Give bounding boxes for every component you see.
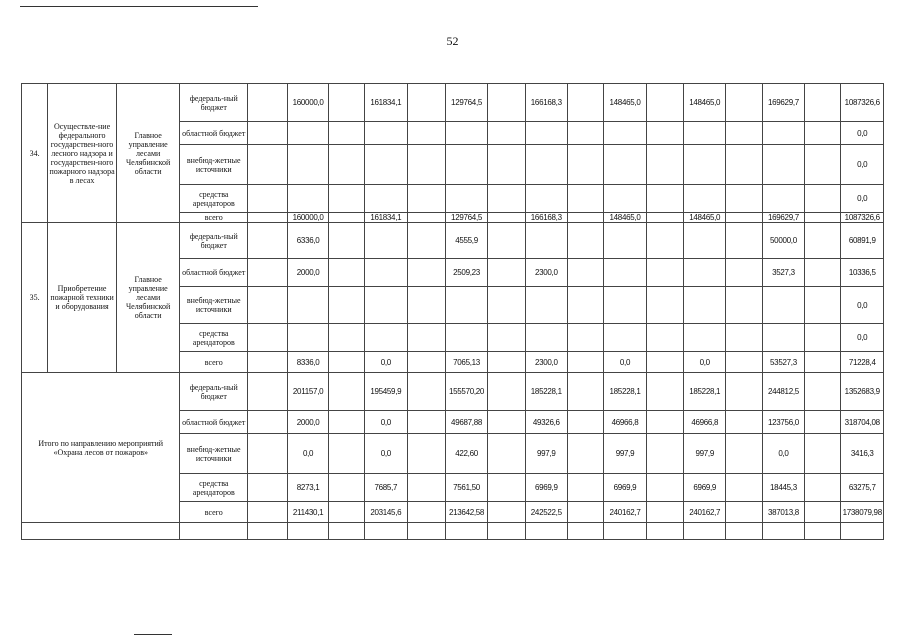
- spacer-cell: [567, 502, 603, 523]
- value-cell-tenants-7: [762, 185, 804, 213]
- spacer-cell: [248, 474, 288, 502]
- funding-source-total: всего: [180, 502, 248, 523]
- spacer-cell: [407, 434, 445, 474]
- spacer-cell: [328, 213, 364, 223]
- spacer-cell: [407, 411, 445, 434]
- value-cell-extrabudget-5: [604, 287, 646, 324]
- spacer-cell: [726, 213, 762, 223]
- value-cell-federal-3: 155570,20: [445, 373, 487, 411]
- measure-description: Осуществле-ние федерального государствен-ного лесного надзора и государствен-ного пожарного надзора в лесах: [48, 84, 117, 223]
- value-cell-total-6: 240162,7: [684, 502, 726, 523]
- funding-source-tenants: средства арендаторов: [180, 474, 248, 502]
- spacer-cell: [805, 324, 841, 352]
- value-cell-extrabudget-4: 997,9: [525, 434, 567, 474]
- spacer-cell: [567, 352, 603, 373]
- value-cell-total-1: 160000,0: [288, 213, 328, 223]
- spacer-cell: [488, 213, 525, 223]
- value-cell-federal-8: 60891,9: [841, 223, 884, 259]
- spacer-cell: [646, 411, 683, 434]
- value-cell-extrabudget-8: 0,0: [841, 287, 884, 324]
- spacer-cell: [646, 373, 683, 411]
- spacer-cell: [488, 259, 525, 287]
- spacer-cell: [805, 287, 841, 324]
- spacer-cell: [646, 287, 683, 324]
- spacer-cell: [328, 122, 364, 145]
- spacer-cell: [805, 213, 841, 223]
- value-cell-federal-6: 185228,1: [684, 373, 726, 411]
- spacer-cell: [646, 145, 683, 185]
- spacer-cell: [567, 287, 603, 324]
- value-cell-tenants-2: [365, 324, 407, 352]
- spacer-cell: [805, 185, 841, 213]
- spacer-cell: [248, 213, 288, 223]
- value-cell-regional-2: [365, 259, 407, 287]
- empty-cell: [726, 523, 762, 540]
- value-cell-federal-1: 6336,0: [288, 223, 328, 259]
- spacer-cell: [407, 185, 445, 213]
- spacer-cell: [726, 411, 762, 434]
- spacer-cell: [646, 223, 683, 259]
- value-cell-federal-8: 1087326,6: [841, 84, 884, 122]
- value-cell-federal-6: [684, 223, 726, 259]
- value-cell-regional-3: 2509,23: [445, 259, 487, 287]
- value-cell-federal-3: 4555,9: [445, 223, 487, 259]
- spacer-cell: [407, 474, 445, 502]
- value-cell-total-8: 1738079,98: [841, 502, 884, 523]
- spacer-cell: [567, 213, 603, 223]
- funding-source-tenants: средства арендаторов: [180, 185, 248, 213]
- value-cell-regional-3: 49687,88: [445, 411, 487, 434]
- funding-source-tenants: средства арендаторов: [180, 324, 248, 352]
- value-cell-extrabudget-4: [525, 145, 567, 185]
- spacer-cell: [567, 324, 603, 352]
- value-cell-extrabudget-8: 3416,3: [841, 434, 884, 474]
- empty-cell: [288, 523, 328, 540]
- value-cell-total-6: 148465,0: [684, 213, 726, 223]
- spacer-cell: [488, 122, 525, 145]
- value-cell-extrabudget-3: [445, 287, 487, 324]
- spacer-cell: [726, 324, 762, 352]
- funding-source-extrabudget: внебюд-жетные источники: [180, 287, 248, 324]
- empty-cell: [407, 523, 445, 540]
- value-cell-tenants-8: 0,0: [841, 185, 884, 213]
- spacer-cell: [567, 474, 603, 502]
- value-cell-regional-6: [684, 122, 726, 145]
- spacer-cell: [646, 474, 683, 502]
- value-cell-tenants-4: [525, 185, 567, 213]
- funding-source-regional: областной бюджет: [180, 259, 248, 287]
- value-cell-regional-1: 2000,0: [288, 411, 328, 434]
- value-cell-regional-3: [445, 122, 487, 145]
- row-number: 34.: [22, 84, 48, 223]
- value-cell-regional-1: [288, 122, 328, 145]
- value-cell-extrabudget-6: [684, 145, 726, 185]
- spacer-cell: [407, 223, 445, 259]
- spacer-cell: [726, 352, 762, 373]
- value-cell-tenants-2: [365, 185, 407, 213]
- responsible-org: Главное управление лесами Челябинской области: [116, 84, 180, 223]
- spacer-cell: [248, 502, 288, 523]
- value-cell-tenants-7: [762, 324, 804, 352]
- value-cell-federal-2: 195459,9: [365, 373, 407, 411]
- value-cell-total-4: 166168,3: [525, 213, 567, 223]
- value-cell-extrabudget-2: [365, 145, 407, 185]
- spacer-cell: [407, 352, 445, 373]
- spacer-cell: [407, 502, 445, 523]
- funding-source-regional: областной бюджет: [180, 411, 248, 434]
- value-cell-tenants-1: [288, 185, 328, 213]
- value-cell-total-5: 148465,0: [604, 213, 646, 223]
- spacer-cell: [488, 502, 525, 523]
- funding-source-regional: областной бюджет: [180, 122, 248, 145]
- spacer-cell: [805, 259, 841, 287]
- value-cell-tenants-4: 6969,9: [525, 474, 567, 502]
- spacer-cell: [407, 84, 445, 122]
- value-cell-tenants-1: 8273,1: [288, 474, 328, 502]
- spacer-cell: [248, 411, 288, 434]
- value-cell-regional-1: 2000,0: [288, 259, 328, 287]
- spacer-cell: [726, 502, 762, 523]
- value-cell-tenants-3: [445, 324, 487, 352]
- spacer-cell: [328, 259, 364, 287]
- spacer-cell: [407, 122, 445, 145]
- spacer-cell: [488, 434, 525, 474]
- measure-description: Приобретение пожарной техники и оборудования: [48, 223, 117, 373]
- value-cell-total-3: 213642,58: [445, 502, 487, 523]
- value-cell-federal-6: 148465,0: [684, 84, 726, 122]
- funding-source-federal: федераль-ный бюджет: [180, 223, 248, 259]
- spacer-cell: [328, 84, 364, 122]
- value-cell-tenants-6: 6969,9: [684, 474, 726, 502]
- spacer-cell: [328, 185, 364, 213]
- spacer-cell: [248, 185, 288, 213]
- value-cell-federal-4: 185228,1: [525, 373, 567, 411]
- value-cell-regional-4: 2300,0: [525, 259, 567, 287]
- spacer-cell: [646, 84, 683, 122]
- spacer-cell: [726, 474, 762, 502]
- spacer-cell: [407, 259, 445, 287]
- value-cell-total-2: 161834,1: [365, 213, 407, 223]
- value-cell-federal-3: 129764,5: [445, 84, 487, 122]
- spacer-cell: [726, 145, 762, 185]
- spacer-cell: [248, 259, 288, 287]
- value-cell-total-7: 387013,8: [762, 502, 804, 523]
- value-cell-federal-2: 161834,1: [365, 84, 407, 122]
- value-cell-regional-7: 3527,3: [762, 259, 804, 287]
- spacer-cell: [646, 259, 683, 287]
- spacer-cell: [726, 185, 762, 213]
- value-cell-regional-8: 318704,08: [841, 411, 884, 434]
- value-cell-extrabudget-3: 422,60: [445, 434, 487, 474]
- spacer-cell: [248, 145, 288, 185]
- spacer-cell: [248, 324, 288, 352]
- empty-cell: [567, 523, 603, 540]
- funding-source-total: всего: [180, 213, 248, 223]
- spacer-cell: [805, 502, 841, 523]
- top-rule: [20, 6, 258, 7]
- value-cell-federal-8: 1352683,9: [841, 373, 884, 411]
- spacer-cell: [567, 411, 603, 434]
- value-cell-federal-2: [365, 223, 407, 259]
- value-cell-regional-5: 46966,8: [604, 411, 646, 434]
- empty-cell: [180, 523, 248, 540]
- spacer-cell: [805, 84, 841, 122]
- value-cell-tenants-2: 7685,7: [365, 474, 407, 502]
- value-cell-total-7: 169629,7: [762, 213, 804, 223]
- spacer-cell: [488, 411, 525, 434]
- spacer-cell: [488, 287, 525, 324]
- empty-cell: [365, 523, 407, 540]
- value-cell-extrabudget-7: [762, 145, 804, 185]
- value-cell-total-3: 7065,13: [445, 352, 487, 373]
- spacer-cell: [407, 373, 445, 411]
- spacer-cell: [567, 223, 603, 259]
- spacer-cell: [328, 287, 364, 324]
- empty-cell: [646, 523, 683, 540]
- value-cell-total-6: 0,0: [684, 352, 726, 373]
- value-cell-tenants-5: [604, 185, 646, 213]
- spacer-cell: [567, 122, 603, 145]
- spacer-cell: [805, 411, 841, 434]
- funding-source-federal: федераль-ный бюджет: [180, 84, 248, 122]
- spacer-cell: [726, 223, 762, 259]
- value-cell-total-8: 71228,4: [841, 352, 884, 373]
- value-cell-total-1: 8336,0: [288, 352, 328, 373]
- spacer-cell: [328, 352, 364, 373]
- value-cell-extrabudget-2: [365, 287, 407, 324]
- value-cell-tenants-6: [684, 324, 726, 352]
- spacer-cell: [567, 145, 603, 185]
- value-cell-extrabudget-1: [288, 145, 328, 185]
- empty-cell: [248, 523, 288, 540]
- value-cell-tenants-8: 63275,7: [841, 474, 884, 502]
- spacer-cell: [646, 324, 683, 352]
- spacer-cell: [407, 287, 445, 324]
- spacer-cell: [488, 145, 525, 185]
- value-cell-total-8: 1087326,6: [841, 213, 884, 223]
- spacer-cell: [646, 122, 683, 145]
- value-cell-federal-7: 244812,5: [762, 373, 804, 411]
- spacer-cell: [805, 223, 841, 259]
- value-cell-federal-1: 201157,0: [288, 373, 328, 411]
- spacer-cell: [726, 84, 762, 122]
- spacer-cell: [488, 352, 525, 373]
- value-cell-tenants-6: [684, 185, 726, 213]
- value-cell-extrabudget-2: 0,0: [365, 434, 407, 474]
- value-cell-total-4: 2300,0: [525, 352, 567, 373]
- spacer-cell: [567, 373, 603, 411]
- spacer-cell: [567, 259, 603, 287]
- value-cell-extrabudget-5: 997,9: [604, 434, 646, 474]
- value-cell-federal-5: 148465,0: [604, 84, 646, 122]
- spacer-cell: [805, 434, 841, 474]
- spacer-cell: [248, 223, 288, 259]
- value-cell-regional-4: [525, 122, 567, 145]
- value-cell-total-2: 0,0: [365, 352, 407, 373]
- budget-table: [21, 83, 884, 540]
- spacer-cell: [805, 373, 841, 411]
- value-cell-regional-6: 46966,8: [684, 411, 726, 434]
- spacer-cell: [248, 84, 288, 122]
- value-cell-extrabudget-7: [762, 287, 804, 324]
- value-cell-extrabudget-4: [525, 287, 567, 324]
- spacer-cell: [726, 434, 762, 474]
- funding-source-federal: федераль-ный бюджет: [180, 373, 248, 411]
- spacer-cell: [805, 122, 841, 145]
- empty-cell: [22, 523, 180, 540]
- value-cell-regional-7: [762, 122, 804, 145]
- spacer-cell: [488, 324, 525, 352]
- spacer-cell: [328, 373, 364, 411]
- summary-row: [22, 373, 884, 411]
- funding-source-extrabudget: внебюд-жетные источники: [180, 434, 248, 474]
- spacer-cell: [805, 145, 841, 185]
- value-cell-tenants-5: 6969,9: [604, 474, 646, 502]
- value-cell-total-5: 240162,7: [604, 502, 646, 523]
- empty-cell: [841, 523, 884, 540]
- spacer-cell: [248, 373, 288, 411]
- empty-cell: [488, 523, 525, 540]
- row-number: 35.: [22, 223, 48, 373]
- empty-cell: [684, 523, 726, 540]
- value-cell-regional-2: [365, 122, 407, 145]
- empty-cell: [328, 523, 364, 540]
- spacer-cell: [488, 223, 525, 259]
- spacer-cell: [407, 213, 445, 223]
- value-cell-extrabudget-1: [288, 287, 328, 324]
- value-cell-tenants-4: [525, 324, 567, 352]
- spacer-cell: [488, 373, 525, 411]
- value-cell-tenants-3: 7561,50: [445, 474, 487, 502]
- value-cell-extrabudget-6: [684, 287, 726, 324]
- value-cell-federal-1: 160000,0: [288, 84, 328, 122]
- spacer-cell: [646, 352, 683, 373]
- spacer-cell: [646, 213, 683, 223]
- value-cell-regional-5: [604, 122, 646, 145]
- page-number: 52: [446, 34, 459, 48]
- table-body: [22, 84, 884, 540]
- value-cell-extrabudget-3: [445, 145, 487, 185]
- value-cell-tenants-7: 18445,3: [762, 474, 804, 502]
- value-cell-regional-5: [604, 259, 646, 287]
- value-cell-extrabudget-7: 0,0: [762, 434, 804, 474]
- spacer-cell: [805, 474, 841, 502]
- value-cell-regional-8: 0,0: [841, 122, 884, 145]
- spacer-cell: [407, 324, 445, 352]
- responsible-org: Главное управление лесами Челябинской области: [116, 223, 180, 373]
- spacer-cell: [567, 434, 603, 474]
- value-cell-total-1: 211430,1: [288, 502, 328, 523]
- value-cell-total-4: 242522,5: [525, 502, 567, 523]
- spacer-cell: [726, 287, 762, 324]
- empty-cell: [604, 523, 646, 540]
- spacer-cell: [726, 122, 762, 145]
- spacer-cell: [726, 259, 762, 287]
- spacer-cell: [488, 474, 525, 502]
- spacer-cell: [646, 185, 683, 213]
- value-cell-federal-5: 185228,1: [604, 373, 646, 411]
- value-cell-federal-7: 169629,7: [762, 84, 804, 122]
- value-cell-tenants-5: [604, 324, 646, 352]
- spacer-cell: [567, 84, 603, 122]
- funding-source-total: всего: [180, 352, 248, 373]
- spacer-cell: [805, 352, 841, 373]
- value-cell-extrabudget-1: 0,0: [288, 434, 328, 474]
- value-cell-regional-4: 49326,6: [525, 411, 567, 434]
- spacer-cell: [726, 373, 762, 411]
- spacer-cell: [488, 84, 525, 122]
- spacer-cell: [248, 434, 288, 474]
- empty-row: [22, 523, 884, 540]
- table-row: [22, 84, 884, 122]
- spacer-cell: [328, 434, 364, 474]
- value-cell-federal-4: 166168,3: [525, 84, 567, 122]
- spacer-cell: [407, 145, 445, 185]
- bottom-rule: [134, 634, 172, 635]
- funding-source-extrabudget: внебюд-жетные источники: [180, 145, 248, 185]
- empty-cell: [525, 523, 567, 540]
- value-cell-federal-4: [525, 223, 567, 259]
- value-cell-extrabudget-8: 0,0: [841, 145, 884, 185]
- spacer-cell: [646, 502, 683, 523]
- spacer-cell: [328, 223, 364, 259]
- value-cell-total-5: 0,0: [604, 352, 646, 373]
- value-cell-tenants-3: [445, 185, 487, 213]
- spacer-cell: [328, 145, 364, 185]
- empty-cell: [762, 523, 804, 540]
- spacer-cell: [567, 185, 603, 213]
- value-cell-tenants-8: 0,0: [841, 324, 884, 352]
- spacer-cell: [328, 411, 364, 434]
- value-cell-total-7: 53527,3: [762, 352, 804, 373]
- value-cell-federal-7: 50000,0: [762, 223, 804, 259]
- spacer-cell: [248, 287, 288, 324]
- spacer-cell: [248, 352, 288, 373]
- value-cell-tenants-1: [288, 324, 328, 352]
- value-cell-regional-8: 10336,5: [841, 259, 884, 287]
- value-cell-extrabudget-6: 997,9: [684, 434, 726, 474]
- value-cell-regional-7: 123756,0: [762, 411, 804, 434]
- spacer-cell: [488, 185, 525, 213]
- value-cell-federal-5: [604, 223, 646, 259]
- value-cell-regional-6: [684, 259, 726, 287]
- spacer-cell: [328, 502, 364, 523]
- spacer-cell: [328, 324, 364, 352]
- summary-label: Итого по направлению мероприятий «Охрана лесов от пожаров»: [22, 373, 180, 523]
- spacer-cell: [248, 122, 288, 145]
- value-cell-total-2: 203145,6: [365, 502, 407, 523]
- spacer-cell: [646, 434, 683, 474]
- spacer-cell: [328, 474, 364, 502]
- value-cell-total-3: 129764,5: [445, 213, 487, 223]
- value-cell-regional-2: 0,0: [365, 411, 407, 434]
- value-cell-extrabudget-5: [604, 145, 646, 185]
- empty-cell: [805, 523, 841, 540]
- table-row: [22, 223, 884, 259]
- empty-cell: [445, 523, 487, 540]
